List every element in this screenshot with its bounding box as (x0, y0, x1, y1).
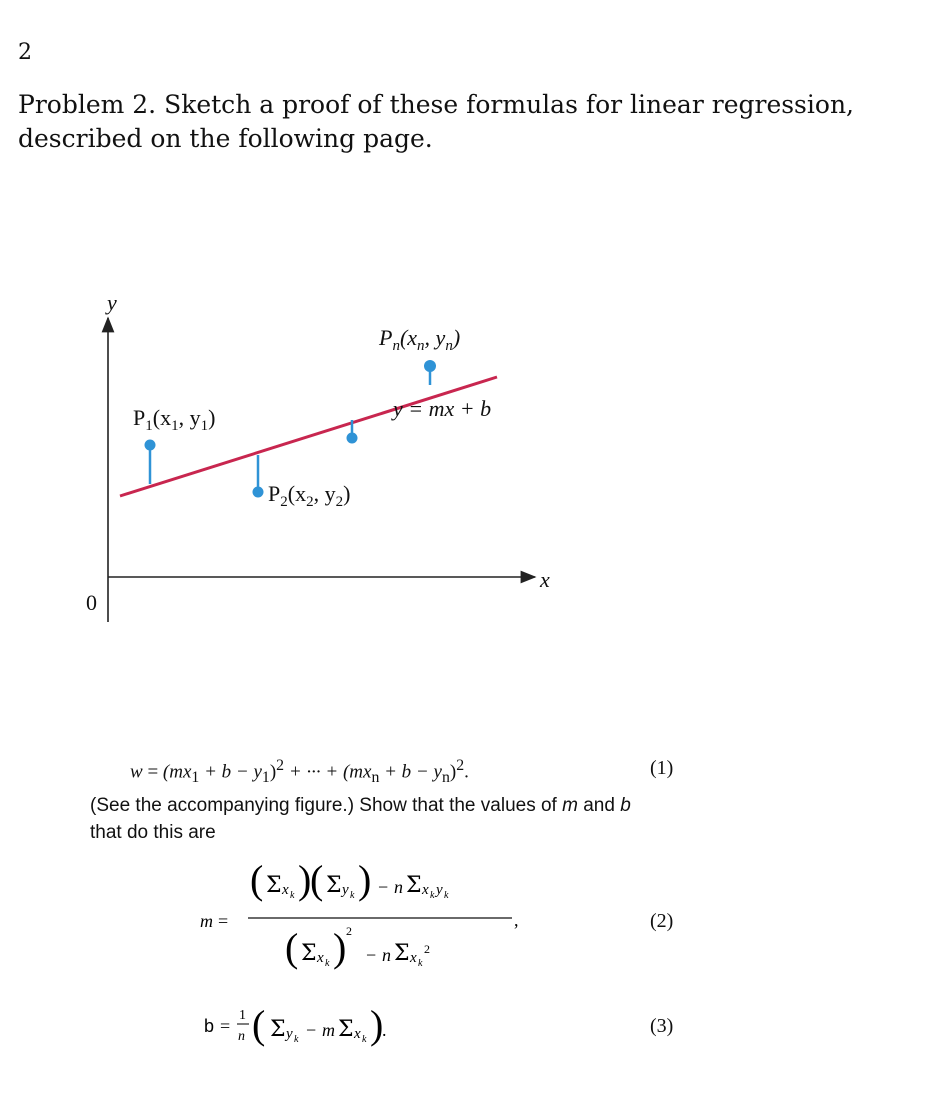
svg-text:(: ( (250, 857, 264, 902)
svg-text:−: − (306, 1020, 317, 1040)
svg-text:.: . (382, 1020, 387, 1040)
svg-text:): ) (333, 925, 347, 970)
svg-text:n: n (238, 1029, 245, 1044)
origin-label: 0 (86, 590, 97, 615)
svg-text:2: 2 (424, 942, 430, 956)
line-equation-label: y = mx + b (393, 396, 492, 421)
label-p2: $P_2(x_2$, $y_2$) (268, 481, 351, 510)
svg-text:Σ: Σ (326, 873, 342, 898)
svg-text:,: , (514, 910, 519, 930)
svg-text:Σ: Σ (266, 873, 282, 898)
equation-1: $w = (mx_1 + b - y_1)^2$ + ··· + $(mx_n + b - y_n)^2$. (130, 757, 469, 787)
svg-text:2: 2 (346, 924, 352, 938)
svg-text:k: k (444, 890, 449, 901)
y-axis-label: y (107, 290, 117, 315)
svg-text:k: k (325, 958, 330, 969)
svg-text:Σ: Σ (406, 873, 422, 898)
svg-text:k: k (430, 890, 435, 901)
svg-text:): ) (358, 857, 372, 902)
svg-text:k: k (418, 958, 423, 969)
svg-text:x: x (354, 1026, 361, 1042)
problem-statement: Problem 2. Sketch a proof of these formulas for linear regression, described on the following page. (18, 90, 854, 153)
x-axis-label: x (540, 567, 550, 592)
svg-text:k: k (294, 1034, 299, 1045)
svg-text:k: k (290, 890, 295, 901)
svg-text:n: n (382, 945, 391, 965)
svg-text:Σ: Σ (301, 941, 317, 966)
svg-text:k: k (362, 1034, 367, 1045)
svg-text:m: m (200, 911, 213, 931)
svg-text:−: − (366, 945, 377, 965)
svg-text:y: y (436, 882, 443, 898)
equation-2-number: (2) (650, 910, 674, 932)
svg-text:1: 1 (239, 1008, 246, 1023)
svg-text:): ) (370, 1002, 384, 1047)
equation-3-number: (3) (650, 1015, 674, 1037)
instruction-paragraph: (See the accompanying figure.) Show that the values of m and b that do this are (90, 795, 631, 843)
svg-text:m: m (322, 1020, 335, 1040)
svg-text:Σ: Σ (338, 1017, 354, 1042)
svg-text:x: x (317, 950, 324, 966)
svg-text:=: = (220, 1016, 231, 1036)
svg-text:−: − (378, 877, 389, 897)
svg-text:Σ: Σ (394, 941, 410, 966)
label-pn: $P_n(x_n$, $y_n$) (379, 325, 461, 354)
svg-text:): ) (298, 857, 312, 902)
svg-text:b: b (204, 1016, 215, 1036)
page-number: 2 (18, 40, 32, 65)
svg-text:y: y (286, 1026, 293, 1042)
svg-text:Σ: Σ (270, 1017, 286, 1042)
svg-text:x: x (410, 950, 417, 966)
svg-text:=: = (218, 911, 229, 931)
label-p1: $P_1(x_1$, $y_1$) (133, 405, 216, 434)
svg-text:(: ( (285, 925, 299, 970)
svg-text:x: x (422, 882, 429, 898)
svg-text:x: x (282, 882, 289, 898)
svg-text:(: ( (252, 1002, 266, 1047)
svg-text:n: n (394, 877, 403, 897)
svg-text:y: y (342, 882, 349, 898)
svg-text:(: ( (310, 857, 324, 902)
svg-text:k: k (350, 890, 355, 901)
equation-1-number: (1) (650, 757, 674, 779)
